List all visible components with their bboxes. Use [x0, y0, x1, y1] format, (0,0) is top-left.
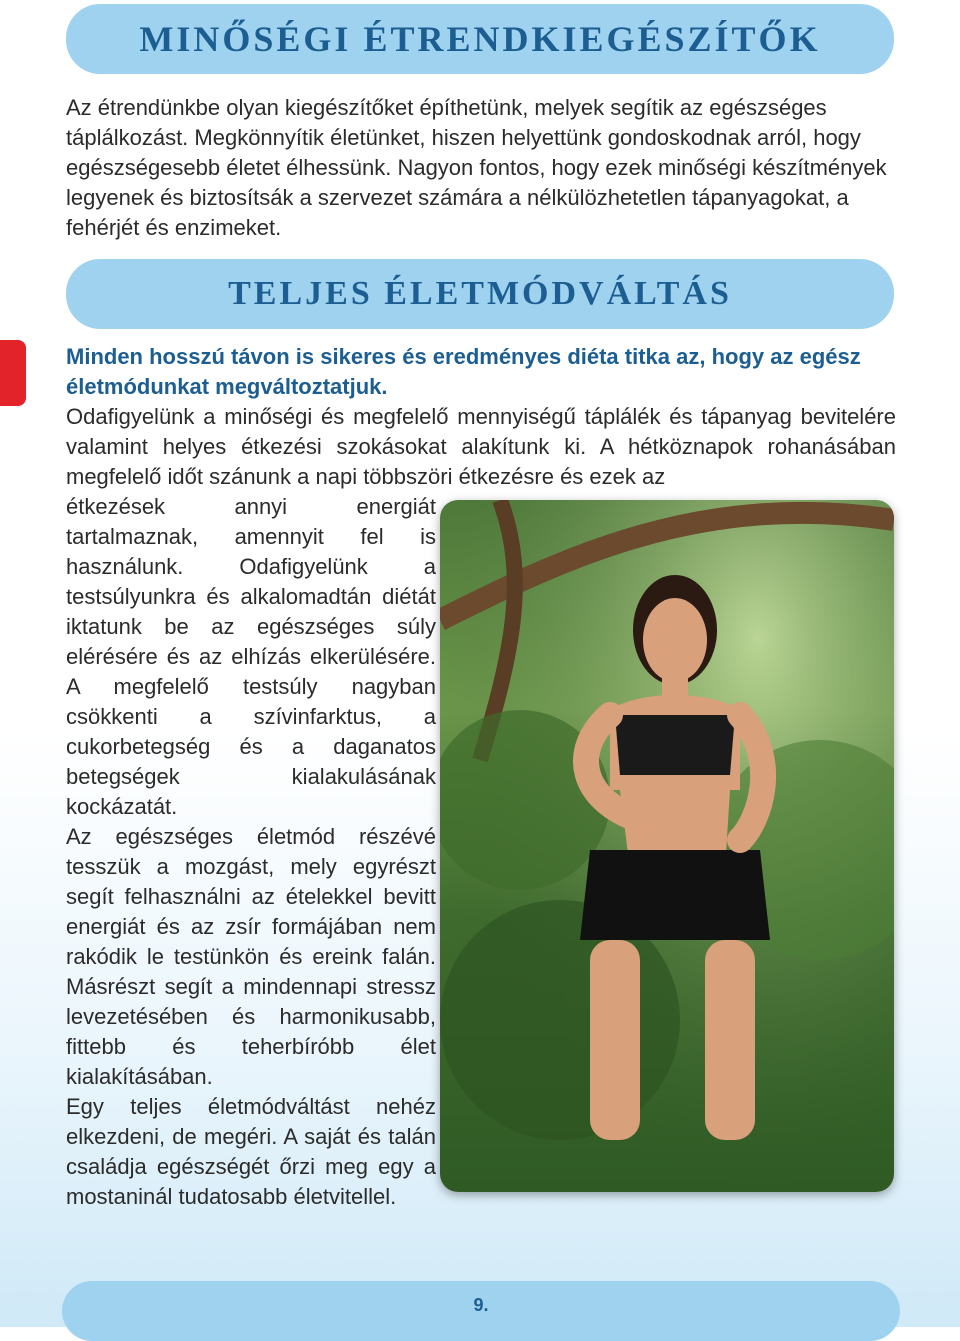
body-column-paragraph: Az egészséges életmód részévé tesszük a mozgást, mely egyrészt segít felhasználni az ételekkel bevitt energiát és az zsír formájában nem rakódik le testünkön és ereink falán. Másrészt segít a mindennapi stressz levezetésében és harmonikusabb, fittebb és teherbíróbb élet kialakításában. [66, 824, 436, 1089]
body-column [66, 492, 436, 1212]
body-paragraph [66, 402, 896, 492]
runner-illustration [440, 500, 894, 1192]
red-margin-tab [0, 340, 26, 406]
body-column-paragraph: étkezések annyi energiát tartalmaznak, amennyit fel is használunk. Odafigyelünk a testsúlyunkra és alkalomadtán diétát iktatunk be az egészséges súly elérésére és az elhízás elkerülésére. A megfelelő testsúly nagyban csökkenti a szívinfarktus, a cukorbetegség és a daganatos betegségek kialakulásának kockázatát. [66, 494, 436, 819]
section-heading-bar-2 [66, 259, 894, 329]
page-number: 9. [473, 1295, 489, 1315]
section-heading-2: TELJES ÉLETMÓDVÁLTÁS [228, 275, 732, 312]
section-heading: MINŐSÉGI ÉTRENDKIEGÉSZÍTŐK [139, 19, 821, 59]
body-text: Odafigyelünk a minőségi és megfelelő mennyiségű táplálék és tápanyag bevitelére valamint helyes étkezési szokásokat alakítunk ki. A hétköznapok rohanásában megfelelő időt szánunk a napi többszöri étkezésre és ezek az [66, 404, 896, 489]
intro-paragraph: Az étrendünkbe olyan kiegészítőket építhetünk, melyek segítik az egészséges táplálkozást. Megkönnyítik életünket, hiszen helyettünk gondoskodnak arról, hogy egészségesebb életet élhessünk. Nagyon fontos, hogy ezek minőségi készítmények legyenek és biztosítsák a szervezet számára a nélkülözhetetlen tápanyagokat, a fehérjét és enzimeket. [66, 95, 887, 240]
section-heading-bar [66, 4, 894, 74]
runner-photo [440, 500, 894, 1192]
lead-paragraph: Minden hosszú távon is sikeres és eredményes diéta titka az, hogy az egész életmódunkat megváltoztatjuk. [66, 344, 861, 399]
body-column-paragraph: Egy teljes életmódváltást nehéz elkezdeni, de megéri. A saját és talán családja egészségét őrzi meg egy a mostaninál tudatosabb életvitellel. [66, 1094, 436, 1209]
footer-bar [62, 1281, 900, 1341]
